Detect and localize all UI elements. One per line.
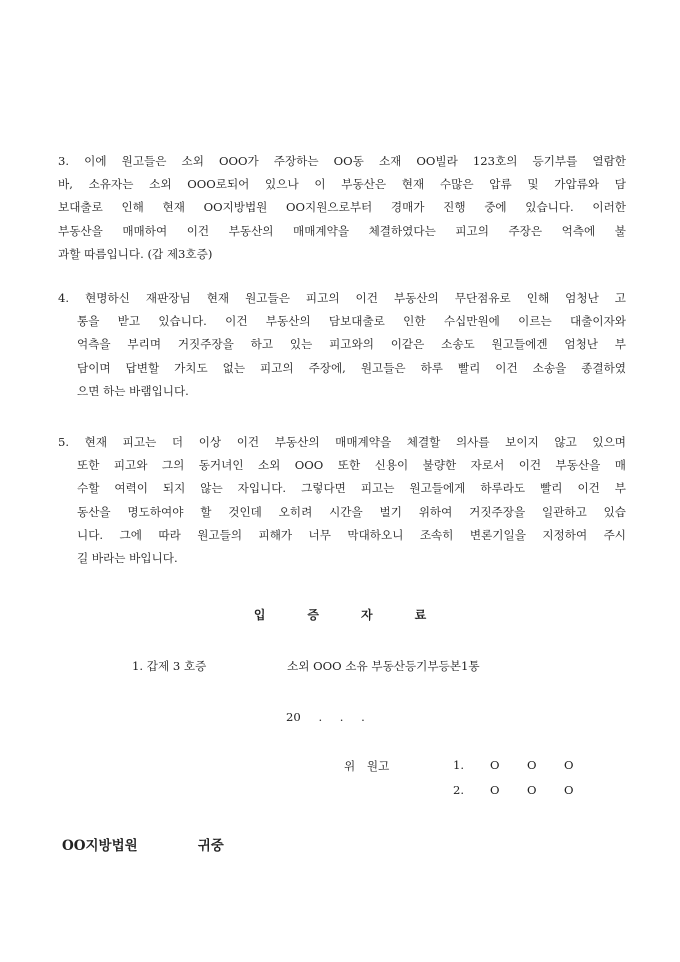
paragraph-line: 또한 피고와 그의 동거녀인 소외 OOO 또한 신용이 불량한 자로서 이건 부동산을 매: [77, 458, 626, 473]
plaintiff-row-2-number: 2.: [453, 783, 465, 797]
evidence-heading-char: 증: [307, 608, 319, 622]
paragraph-line: 길 바라는 바입니다.: [77, 551, 178, 566]
evidence-heading: [0, 606, 680, 623]
court-suffix: 귀중: [197, 838, 224, 854]
plaintiff-name-char: O: [490, 783, 500, 797]
paragraph-line: 통을 받고 있습니다. 이건 부동산의 담보대출로 인한 수십만원에 이르는 대출이자와: [77, 314, 626, 329]
paragraph-line: 과할 따름입니다. (갑 제3호증): [58, 246, 213, 261]
plaintiff-name-char: O: [527, 783, 537, 797]
evidence-heading-char: 자: [361, 608, 373, 622]
court-addressee: [62, 834, 224, 854]
paragraph-line: 부동산을 매매하여 이건 부동산의 매매계약을 체결하였다는 피고의 주장은 억측에 불: [58, 223, 626, 238]
paragraph-5: [58, 431, 626, 570]
plaintiff-name-char: O: [564, 783, 574, 797]
plaintiff-name-char: O: [527, 758, 537, 772]
paragraph-line: 보대출로 인해 현재 OO지방법원 OO지원으로부터 경매가 진행 중에 있습니다. 이러한: [58, 200, 626, 215]
plaintiff-row-1-names: [490, 758, 601, 772]
paragraph-line: 니다. 그에 따라 원고들의 피해가 너무 막대하오니 조속히 변론기일을 지정하여 주시: [77, 527, 626, 542]
paragraph-line: 수할 여력이 되지 않는 자입니다. 그렇다면 피고는 원고들에게 하루라도 빨리 이건 부: [77, 481, 626, 496]
plaintiff-row-2-names: [490, 783, 601, 797]
plaintiff-name-char: O: [490, 758, 500, 772]
court-name: OO지방법원: [62, 838, 138, 854]
plaintiff-name-char: O: [564, 758, 574, 772]
paragraph-line: 억측을 부리며 거짓주장을 하고 있는 피고와의 이같은 소송도 원고들에겐 엄청난 부: [77, 337, 626, 352]
paragraph-line: 3. 이에 원고들은 소외 OOO가 주장하는 OO동 소재 OO빌라 123호의 등기부를 열람한: [58, 154, 626, 168]
evidence-item-label: 1. 갑제 3 호증: [132, 659, 207, 673]
paragraph-line: 동산을 명도하여야 할 것인데 오히려 시간을 벌기 위하여 거짓주장을 일관하고 있습: [77, 504, 626, 519]
paragraph-line: 바, 소유자는 소외 OOO로되어 있으나 이 부동산은 현재 수많은 압류 및 가압류와 담: [58, 177, 626, 192]
evidence-heading-char: 료: [414, 608, 427, 622]
paragraph-line: 으면 하는 바램입니다.: [77, 383, 189, 398]
evidence-heading-char: 입: [253, 608, 266, 622]
paragraph-4: [58, 287, 626, 403]
evidence-item-description: 소외 OOO 소유 부동산등기부등본1통: [287, 659, 480, 673]
date-line: 20 . . .: [286, 710, 365, 724]
plaintiff-row-1-number: 1.: [453, 758, 465, 772]
paragraph-line: 4. 현명하신 재판장님 현재 원고들은 피고의 이건 부동산의 무단점유로 인해 엄청난 고: [58, 291, 626, 305]
paragraph-3: [58, 150, 626, 266]
paragraph-line: 5. 현재 피고는 더 이상 이건 부동산의 매매계약을 체결할 의사를 보이지 않고 있으며: [58, 435, 626, 449]
paragraph-line: 담이며 답변할 가치도 없는 피고의 주장에, 원고들은 하루 빨리 이건 소송을 종결하였: [77, 360, 626, 375]
plaintiff-label: 위 원고: [344, 759, 390, 773]
